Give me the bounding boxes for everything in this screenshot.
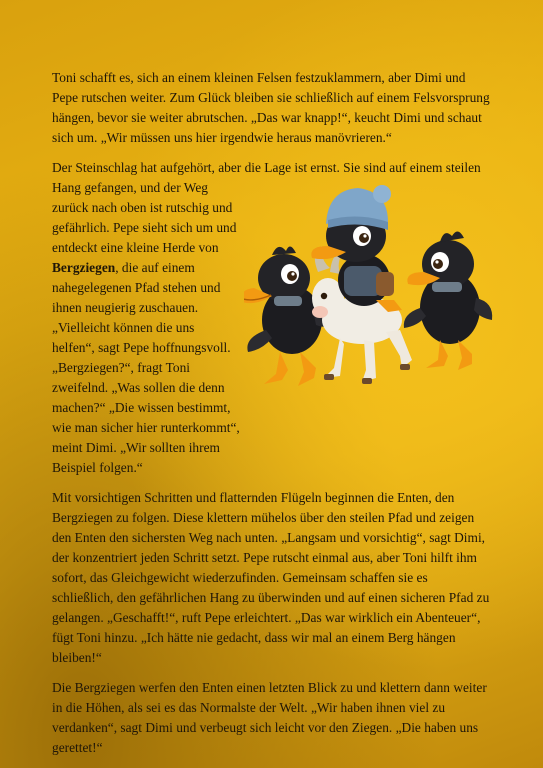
- paragraph-2-body: [52, 178, 240, 478]
- ducks-and-goat-illustration: [244, 180, 494, 410]
- bergziegen-bold: Bergziegen: [52, 260, 116, 275]
- paragraph-3: Mit vorsichtigen Schritten und flatternden Flügeln beginnen die Enten, den Bergziegen zu folgen. Diese klettern mühelos über den steilen Pfad und zeigen den Enten den sichersten Weg nach unten. „Langsam und vorsichtig“, sagt Dimi, der konzentriert jeden Schritt setzt. Pepe rutscht einmal aus, aber Toni hilft ihm sofort, das Gleichgewicht wiederzufinden. Gemeinsam schaffen sie es schließlich, den gefährlichen Hang zu überwinden und auf einen sicheren Pfad zu gelangen. „Geschafft!“, ruft Pepe erleichtert. „Das war wirklich ein Abenteuer“, fügt Toni hinzu. „Ich hätte nie gedacht, dass wir mal an einem Berg hängen bleiben!“: [52, 490, 490, 665]
- paragraph-4: Die Bergziegen werfen den Enten einen letzten Blick zu und klettern dann weiter in die Höhen, als sei es das Normalste der Welt. „Wir haben ihnen viel zu verdanken“, sagt Dimi und verbeugt sich leicht vor den Ziegen. „Die haben uns gerettet!“: [52, 680, 487, 755]
- paragraph-2-text-a: Hang gefangen, und der Weg zurück nach oben ist rutschig und gefährlich. Pepe sieht sich um und entdeckt eine kleine Herde von: [52, 180, 237, 255]
- paragraph-2: [52, 158, 492, 478]
- paragraph-1: Toni schafft es, sich an einem kleinen Felsen festzuklammern, aber Dimi und Pepe rutschen weiter. Zum Glück bleiben sie schließlich auf einem Felsvorsprung hängen, bevor sie weiter abrutschen. „Das war knapp!“, keucht Dimi und schaut sich um. „Wir müssen uns hier irgendwie heraus manövrieren.“: [52, 70, 490, 145]
- right-duck: [404, 231, 492, 370]
- paragraph-2-line-1: Der Steinschlag hat aufgehört, aber die Lage ist ernst. Sie sind auf einem steilen: [52, 160, 481, 175]
- paragraph-2-text-b: , die auf einem nahegelegenen Pfad stehen und ihnen neugierig zuschauen. „Vielleicht können die uns helfen“, sagt Pepe hoffnungsvoll. „Bergziegen?“, fragt Toni zweifelnd. „Was sollen die denn machen?“ „Die wissen bestimmt, wie man sicher hier runterkommt“, meint Dimi. „Wir sollten ihrem Beispiel folgen.“: [52, 260, 240, 475]
- story-text: [52, 68, 492, 768]
